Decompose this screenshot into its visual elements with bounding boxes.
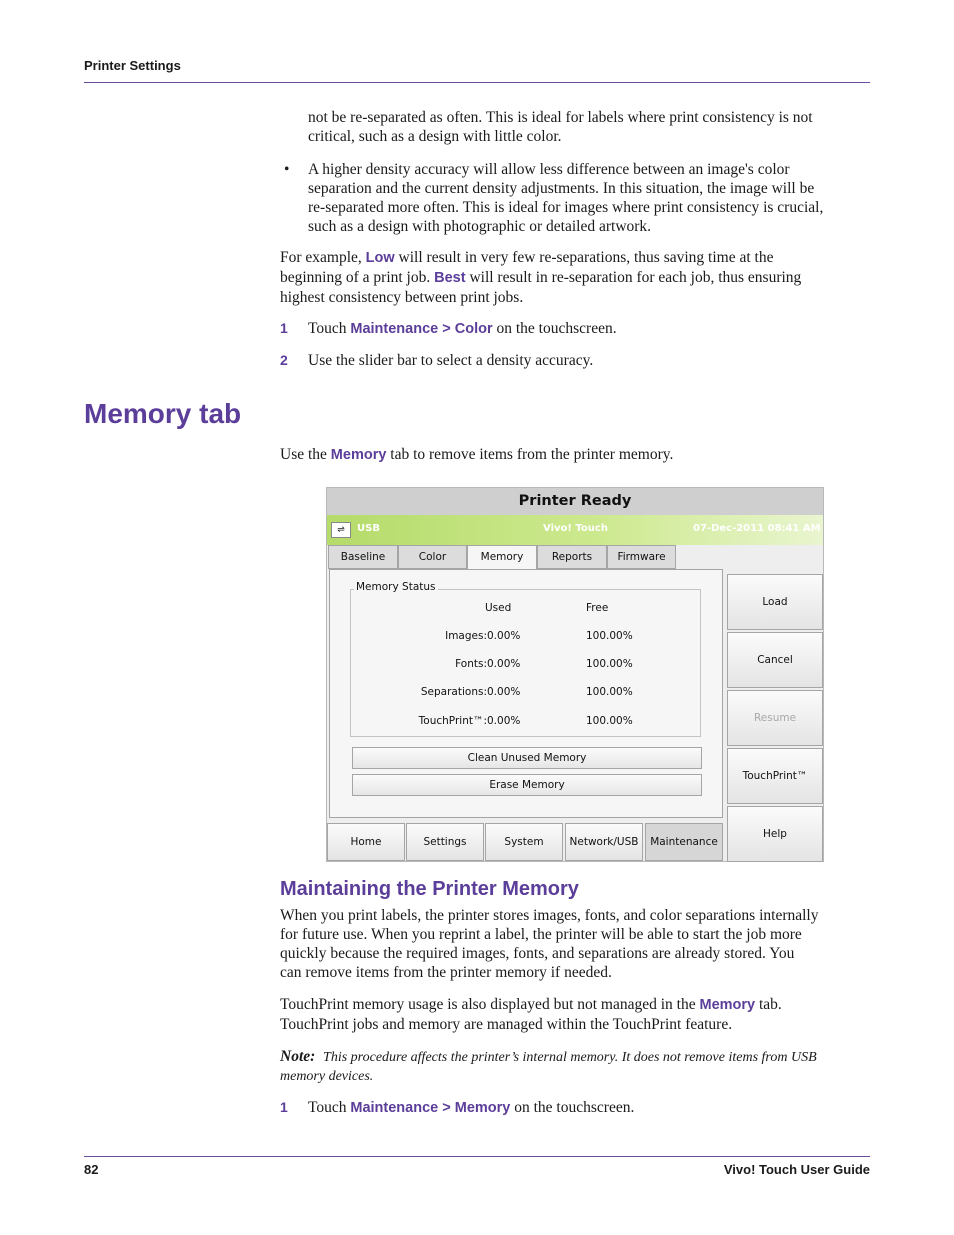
cancel-button[interactable]: Cancel <box>727 632 823 688</box>
text-line: for future use. When you reprint a label, the printer will be able to start the job more <box>280 926 802 943</box>
note <box>280 1047 817 1086</box>
keyword-low: Low <box>365 250 395 266</box>
row-label: TouchPrint™: <box>418 715 487 727</box>
group-title: Memory Status <box>356 581 436 593</box>
text-span: TouchPrint memory usage is also displayed but not managed in the <box>280 996 700 1013</box>
help-button[interactable]: Help <box>727 806 823 862</box>
keyword-memory: Memory <box>330 447 387 463</box>
row-label: Separations: <box>420 686 487 698</box>
text-span: beginning of a print job. <box>280 269 435 286</box>
row-used: 0.00% <box>487 658 521 670</box>
status-bar <box>327 515 823 545</box>
touchprint-button[interactable]: TouchPrint™ <box>727 748 823 804</box>
section-title: Memory tab <box>84 398 242 429</box>
guide-title: Vivo! Touch User Guide <box>723 1162 870 1177</box>
row-used: 0.00% <box>487 715 521 727</box>
text-line <box>280 268 801 288</box>
tab-memory[interactable]: Memory <box>467 545 537 570</box>
subsection-title: Maintaining the Printer Memory <box>280 878 579 900</box>
tab-color[interactable]: Color <box>398 545 467 569</box>
continued-paragraph <box>308 108 813 146</box>
keyword-memory: Memory <box>454 1100 511 1116</box>
step-num: 1 <box>280 320 288 336</box>
step-1 <box>308 319 617 339</box>
text-span: Touch <box>308 1099 351 1116</box>
step-2: Use the slider bar to select a density accuracy. <box>308 352 594 369</box>
step-number <box>280 1098 288 1117</box>
system-button[interactable]: System <box>485 823 563 861</box>
settings-button[interactable]: Settings <box>406 823 484 861</box>
text-span: tab to remove items from the printer memory. <box>386 446 674 463</box>
load-button[interactable]: Load <box>727 574 823 630</box>
text-line: critical, such as a design with little color. <box>308 128 562 145</box>
keyword-sep: > <box>438 321 455 337</box>
keyword-memory: Memory <box>699 997 756 1013</box>
row-used: 0.00% <box>487 686 521 698</box>
note-label: Note: <box>280 1048 316 1065</box>
row-free: 100.00% <box>586 715 633 727</box>
row-free: 100.00% <box>586 658 633 670</box>
tab-reports[interactable]: Reports <box>537 545 607 569</box>
tab-baseline[interactable]: Baseline <box>328 545 398 569</box>
col-free: Free <box>586 602 609 614</box>
text-span: Use the <box>280 446 331 463</box>
text-span: on the touchscreen. <box>510 1099 635 1116</box>
text-span: tab. <box>755 996 782 1013</box>
device-name: Vivo! Touch <box>543 523 608 534</box>
text-span: Touch <box>308 320 351 337</box>
note-text: memory devices. <box>280 1069 374 1084</box>
memory-status-group <box>350 589 701 737</box>
text-line: separation and the current density adjustments. In this situation, the image will be <box>308 180 815 197</box>
network-usb-button[interactable]: Network/USB <box>565 823 643 861</box>
row-used: 0.00% <box>487 630 521 642</box>
row-free: 100.00% <box>586 686 633 698</box>
text-line: re-separated more often. This is ideal for images where print consistency is crucial, <box>308 199 824 216</box>
clean-unused-memory-button[interactable]: Clean Unused Memory <box>352 747 702 769</box>
maintaining-paragraph-2 <box>280 995 782 1034</box>
text-line <box>280 1047 817 1067</box>
keyword-maintenance: Maintenance <box>350 321 439 337</box>
maintaining-step-1 <box>308 1098 634 1118</box>
text-line: not be re-separated as often. This is ideal for labels where print consistency is not <box>308 109 813 126</box>
row-free: 100.00% <box>586 630 633 642</box>
keyword-maintenance: Maintenance <box>350 1100 439 1116</box>
usb-label: USB <box>357 523 380 534</box>
text-line: quickly because the required images, fonts, and separations are already stored. You <box>280 945 795 962</box>
text-line: TouchPrint jobs and memory are managed within the TouchPrint feature. <box>280 1016 733 1033</box>
row-label: Fonts: <box>455 658 487 670</box>
example-paragraph <box>280 248 801 307</box>
step-num: 2 <box>280 352 288 368</box>
text-line: highest consistency between print jobs. <box>280 289 524 306</box>
section-intro <box>280 445 673 465</box>
maintenance-button[interactable]: Maintenance <box>645 823 723 861</box>
keyword-sep: > <box>438 1100 455 1116</box>
text-span: will result in re-separation for each job, thus ensuring <box>465 269 802 286</box>
home-button[interactable]: Home <box>327 823 405 861</box>
bullet-mark: • <box>284 161 290 178</box>
step-number <box>280 319 288 338</box>
text-line: such as a design with photographic or detailed artwork. <box>308 218 652 235</box>
text-line <box>280 995 782 1015</box>
screen-title: Printer Ready <box>327 488 823 515</box>
running-header: Printer Settings <box>84 58 181 73</box>
text-line: A higher density accuracy will allow less difference between an image's color <box>308 161 790 178</box>
bullet-paragraph <box>308 160 823 236</box>
keyword-best: Best <box>434 270 466 286</box>
header-rule <box>84 82 870 83</box>
text-line: When you print labels, the printer stores images, fonts, and color separations internally <box>280 907 819 924</box>
maintaining-paragraph-1 <box>280 906 818 982</box>
step-number <box>280 351 288 370</box>
col-used: Used <box>485 602 512 614</box>
step-num: 1 <box>280 1099 288 1115</box>
footer-rule <box>84 1156 870 1157</box>
text-line <box>280 248 801 268</box>
resume-button[interactable]: Resume <box>727 690 823 746</box>
erase-memory-button[interactable]: Erase Memory <box>352 774 702 796</box>
text-span: on the touchscreen. <box>492 320 617 337</box>
datetime: 07-Dec-2011 08:41 AM <box>693 523 821 534</box>
row-label: Images: <box>445 630 487 642</box>
text-line: can remove items from the printer memory if needed. <box>280 964 612 981</box>
memory-panel <box>329 569 723 818</box>
touchscreen-screenshot <box>326 487 824 862</box>
page-number: 82 <box>84 1162 99 1177</box>
text-span: will result in very few re-separations, thus saving time at the <box>394 249 774 266</box>
tab-firmware[interactable]: Firmware <box>607 545 676 569</box>
usb-icon: ⇌ <box>331 522 351 538</box>
text-span: For example, <box>280 249 366 266</box>
keyword-color: Color <box>454 321 493 337</box>
note-text: This procedure affects the printer’s internal memory. It does not remove items from USB <box>323 1050 817 1065</box>
